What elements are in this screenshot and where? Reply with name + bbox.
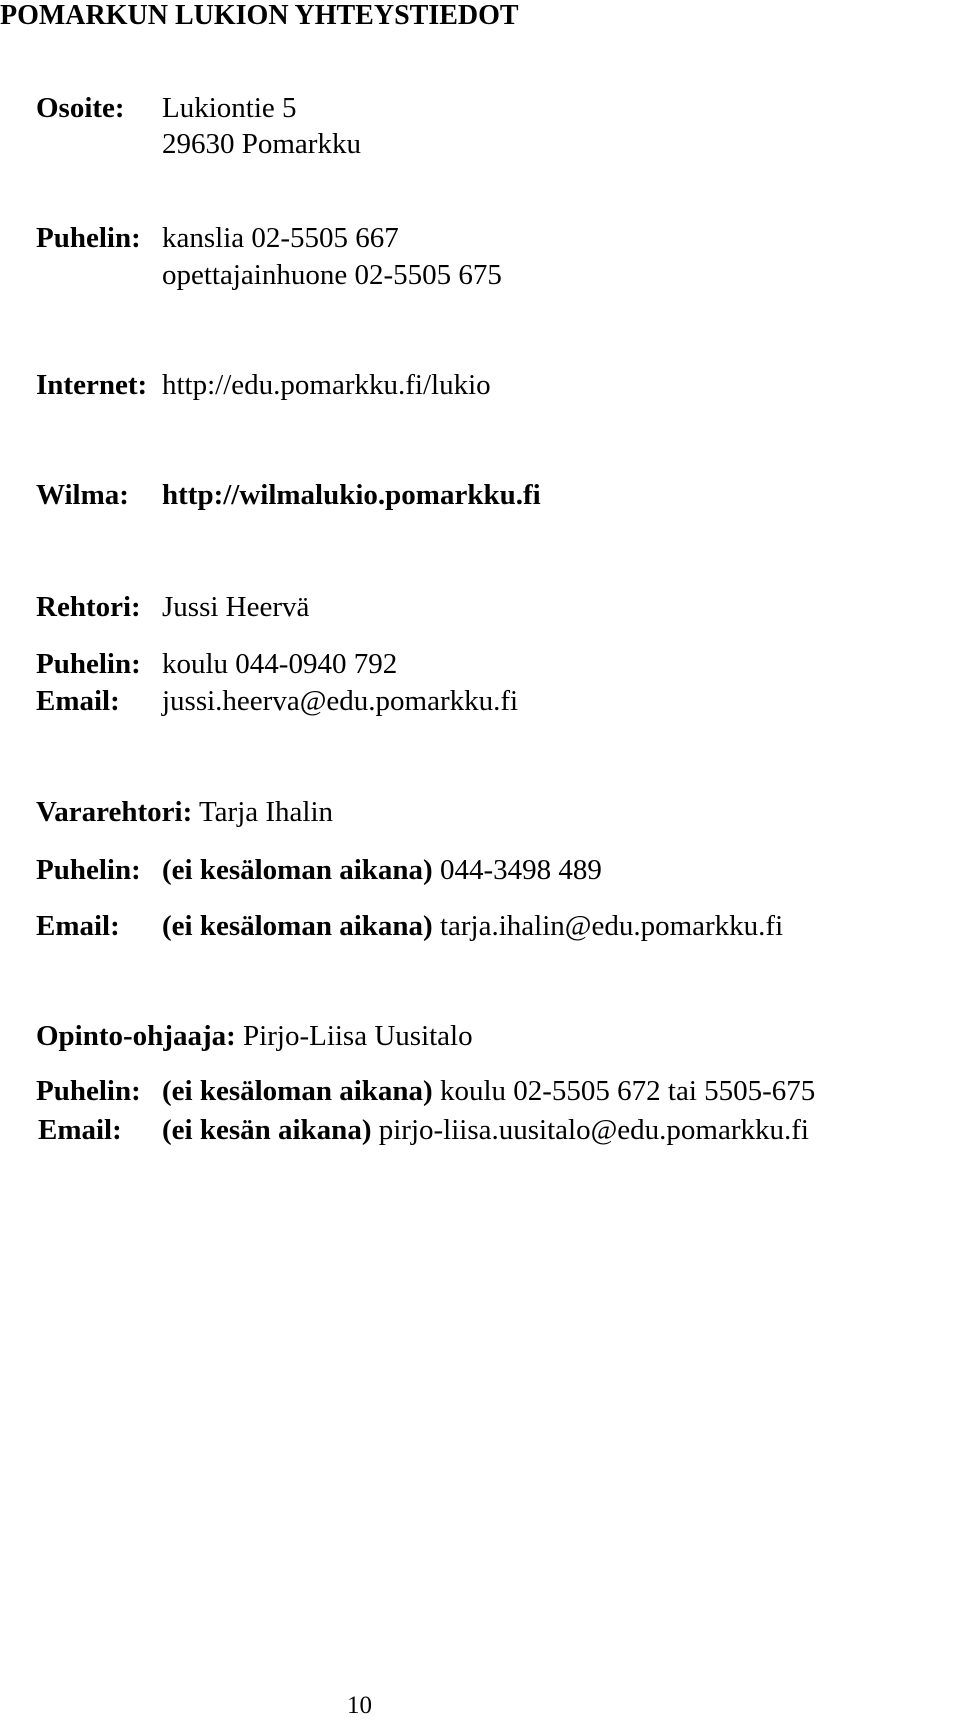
wilma-url[interactable]: http://wilmalukio.pomarkku.fi — [162, 479, 541, 511]
counselor-email-label: Email: — [38, 1114, 122, 1146]
internet-url[interactable]: http://edu.pomarkku.fi/lukio — [162, 369, 491, 401]
counselor-row — [36, 1022, 473, 1051]
principal-email[interactable]: jussi.heerva@edu.pomarkku.fi — [162, 685, 519, 717]
vice-principal-email[interactable]: tarja.ihalin@edu.pomarkku.fi — [439, 910, 784, 942]
internet-label: Internet: — [36, 369, 148, 401]
counselor-phone-row — [162, 1077, 815, 1106]
vice-principal-phone-row — [162, 856, 602, 885]
counselor-name: Pirjo-Liisa Uusitalo — [243, 1020, 473, 1052]
page-title: POMARKUN LUKION YHTEYSTIEDOT — [0, 0, 519, 31]
phone-label: Puhelin: — [36, 222, 141, 254]
principal-phone: koulu 044-0940 792 — [162, 648, 398, 680]
counselor-phone-note: (ei kesäloman aikana) — [162, 1075, 433, 1107]
phone-staffroom: opettajainhuone 02-5505 675 — [162, 259, 502, 291]
vice-principal-row — [36, 798, 333, 827]
vice-principal-label: Vararehtori: — [36, 796, 193, 828]
counselor-email[interactable]: pirjo-liisa.uusitalo@edu.pomarkku.fi — [378, 1114, 809, 1146]
vice-principal-email-note: (ei kesäloman aikana) — [162, 910, 433, 942]
counselor-email-note: (ei kesän aikana) — [162, 1114, 372, 1146]
counselor-label: Opinto-ohjaaja: — [36, 1020, 236, 1052]
counselor-email-row — [162, 1116, 809, 1145]
principal-email-label: Email: — [36, 685, 120, 717]
vice-principal-email-row — [162, 912, 783, 941]
wilma-label: Wilma: — [36, 479, 129, 511]
address-street: Lukiontie 5 — [162, 92, 297, 124]
phone-office: kanslia 02-5505 667 — [162, 222, 399, 254]
counselor-phone: koulu 02-5505 672 tai 5505-675 — [439, 1075, 816, 1107]
principal-phone-label: Puhelin: — [36, 648, 141, 680]
vice-principal-name: Tarja Ihalin — [198, 796, 334, 828]
address-label: Osoite: — [36, 92, 125, 124]
vice-principal-phone: 044-3498 489 — [439, 854, 602, 886]
vice-principal-phone-label: Puhelin: — [36, 854, 141, 886]
principal-name: Jussi Heervä — [162, 591, 310, 623]
page-number: 10 — [347, 1692, 372, 1719]
counselor-phone-label: Puhelin: — [36, 1075, 141, 1107]
address-postal: 29630 Pomarkku — [162, 128, 361, 160]
vice-principal-phone-note: (ei kesäloman aikana) — [162, 854, 433, 886]
vice-principal-email-label: Email: — [36, 910, 120, 942]
principal-label: Rehtori: — [36, 591, 141, 623]
